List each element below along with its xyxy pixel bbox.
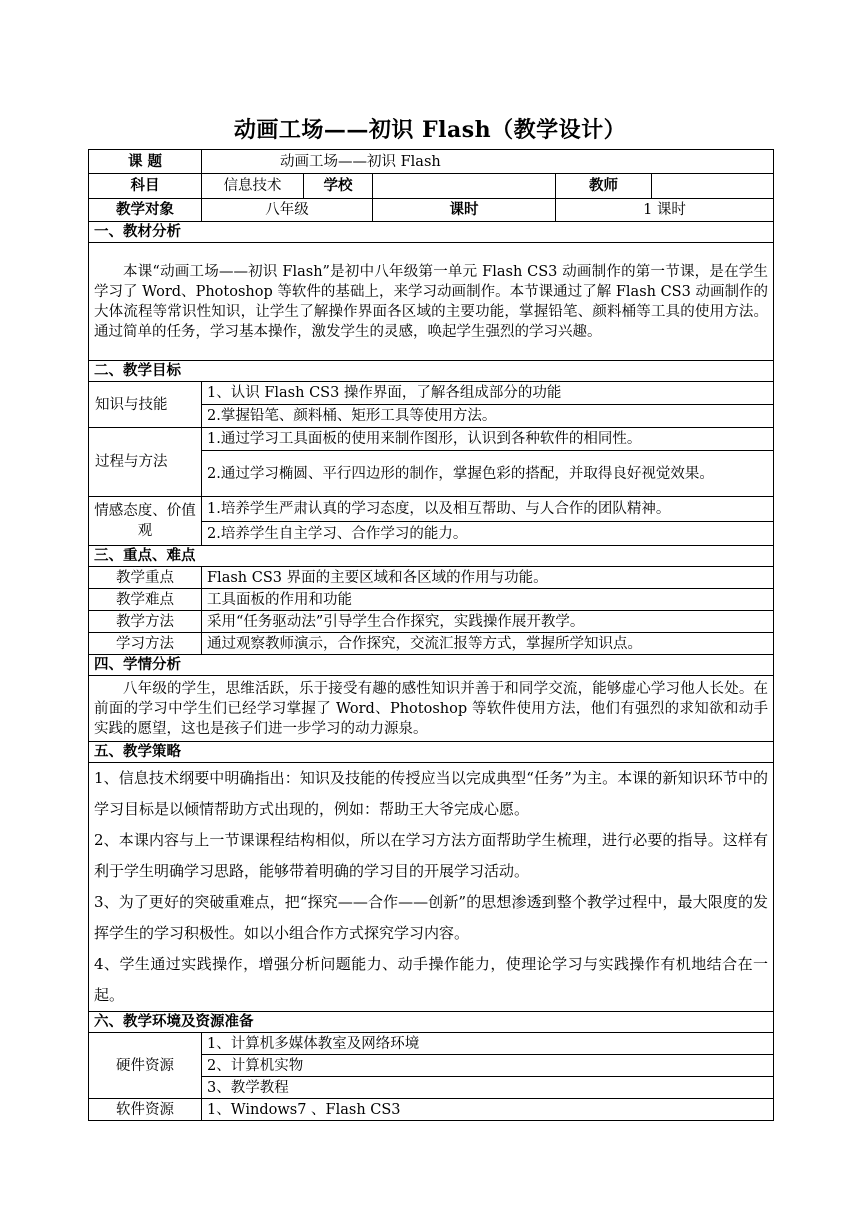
topic-value: 动画工场——初识 Flash: [202, 150, 774, 174]
hours-value: 1 课时: [556, 199, 774, 222]
hardware-row: [89, 1033, 774, 1055]
software-row: [89, 1099, 774, 1121]
section-5-heading-row: [89, 742, 774, 763]
audience-row: [89, 199, 774, 222]
topic-row: [89, 150, 774, 174]
section-6-heading: 六、教学环境及资源准备: [89, 1012, 774, 1033]
focus-label: 教学方法: [89, 611, 202, 633]
subject-value: 信息技术: [202, 174, 304, 199]
section-1-content-row: [89, 243, 774, 361]
goal-item: 2.掌握铅笔、颜料桶、矩形工具等使用方法。: [202, 405, 774, 428]
lesson-plan-table: [88, 149, 774, 1121]
strategy-item: 3、为了更好的突破重难点，把“探究——合作——创新”的思想渗透到整个教学过程中，最大限度的发挥学生的学习积极性。如以小组合作方式探究学习内容。: [94, 893, 769, 942]
teacher-label: 教师: [556, 174, 652, 199]
focus-row: [89, 567, 774, 589]
focus-label: 教学重点: [89, 567, 202, 589]
section-4-content-row: [89, 676, 774, 742]
hours-label: 课时: [373, 199, 556, 222]
hardware-item: 3、教学教程: [202, 1077, 774, 1099]
hardware-item: 1、计算机多媒体教室及网络环境: [202, 1033, 774, 1055]
subject-label: 科目: [89, 174, 202, 199]
section-1-text: 本课“动画工场——初识 Flash”是初中八年级第一单元 Flash CS3 动画制作的第一节课，是在学生学习了 Word、Photoshop 等软件的基础上，来学习动画制作。本节课通过了解 Flash CS3 动画制作的大体流程等常识性知识，让学生了解操作界面各区域的主要功能，掌握铅笔、颜料桶等工具的使用方法。通过简单的任务，学习基本操作，激发学生的灵感，唤起学生强烈的学习兴趣。: [89, 243, 774, 361]
section-5-content-row: [89, 763, 774, 1012]
goal-row: [89, 428, 774, 451]
focus-row: [89, 611, 774, 633]
section-1-heading: 一、教材分析: [89, 222, 774, 243]
focus-value: 采用“任务驱动法”引导学生合作探究，实践操作展开教学。: [202, 611, 774, 633]
section-1-heading-row: [89, 222, 774, 243]
section-5-content: [89, 763, 774, 1012]
section-3-heading: 三、重点、难点: [89, 546, 774, 567]
goal-label-attitude: 情感态度、价值观: [89, 497, 202, 546]
school-value: [373, 174, 556, 199]
goal-item: 1.培养学生严肃认真的学习态度，以及相互帮助、与人合作的团队精神。: [202, 497, 774, 522]
goal-row: [89, 382, 774, 405]
strategy-item: 2、本课内容与上一节课课程结构相似，所以在学习方法方面帮助学生梳理，进行必要的指导。这样有利于学生明确学习思路，能够带着明确的学习目的开展学习活动。: [94, 831, 769, 880]
audience-label: 教学对象: [89, 199, 202, 222]
strategy-item: 1、信息技术纲要中明确指出：知识及技能的传授应当以完成典型“任务”为主。本课的新知识环节中的学习目标是以倾情帮助方式出现的，例如：帮助王大爷完成心愿。: [94, 769, 769, 818]
section-4-text: 八年级的学生，思维活跃，乐于接受有趣的感性知识并善于和同学交流，能够虚心学习他人长处。在前面的学习中学生们已经学习掌握了 Word、Photoshop 等软件使用方法，他们有强烈的求知欲和动手实践的愿望，这也是孩子们进一步学习的动力源泉。: [89, 676, 774, 742]
section-4-heading: 四、学情分析: [89, 655, 774, 676]
section-5-heading: 五、教学策略: [89, 742, 774, 763]
goal-item: 2.培养学生自主学习、合作学习的能力。: [202, 522, 774, 546]
focus-label: 教学难点: [89, 589, 202, 611]
goal-item: 2.通过学习椭圆、平行四边形的制作，掌握色彩的搭配，并取得良好视觉效果。: [202, 451, 774, 497]
goal-label-process: 过程与方法: [89, 428, 202, 497]
school-label: 学校: [304, 174, 373, 199]
teacher-value: [652, 174, 774, 199]
topic-label: 课 题: [89, 150, 202, 174]
strategy-item: 4、学生通过实践操作，增强分析问题能力、动手操作能力，使理论学习与实践操作有机地结合在一起。: [94, 955, 769, 1004]
focus-row: [89, 633, 774, 655]
goal-item: 1.通过学习工具面板的使用来制作图形，认识到各种软件的相同性。: [202, 428, 774, 451]
goal-label-knowledge: 知识与技能: [89, 382, 202, 428]
audience-value: 八年级: [202, 199, 373, 222]
hardware-item: 2、计算机实物: [202, 1055, 774, 1077]
goal-row: [89, 497, 774, 522]
section-3-heading-row: [89, 546, 774, 567]
software-value: 1、Windows7 、Flash CS3: [202, 1099, 774, 1121]
focus-value: 通过观察教师演示，合作探究，交流汇报等方式，掌握所学知识点。: [202, 633, 774, 655]
focus-value: 工具面板的作用和功能: [202, 589, 774, 611]
software-label: 软件资源: [89, 1099, 202, 1121]
hardware-label: 硬件资源: [89, 1033, 202, 1099]
focus-label: 学习方法: [89, 633, 202, 655]
goal-item: 1、认识 Flash CS3 操作界面，了解各组成部分的功能: [202, 382, 774, 405]
subject-row: [89, 174, 774, 199]
section-4-heading-row: [89, 655, 774, 676]
section-6-heading-row: [89, 1012, 774, 1033]
section-2-heading-row: [89, 361, 774, 382]
focus-value: Flash CS3 界面的主要区域和各区域的作用与功能。: [202, 567, 774, 589]
focus-row: [89, 589, 774, 611]
section-2-heading: 二、教学目标: [89, 361, 774, 382]
document-title: 动画工场——初识 Flash（教学设计）: [233, 117, 627, 143]
